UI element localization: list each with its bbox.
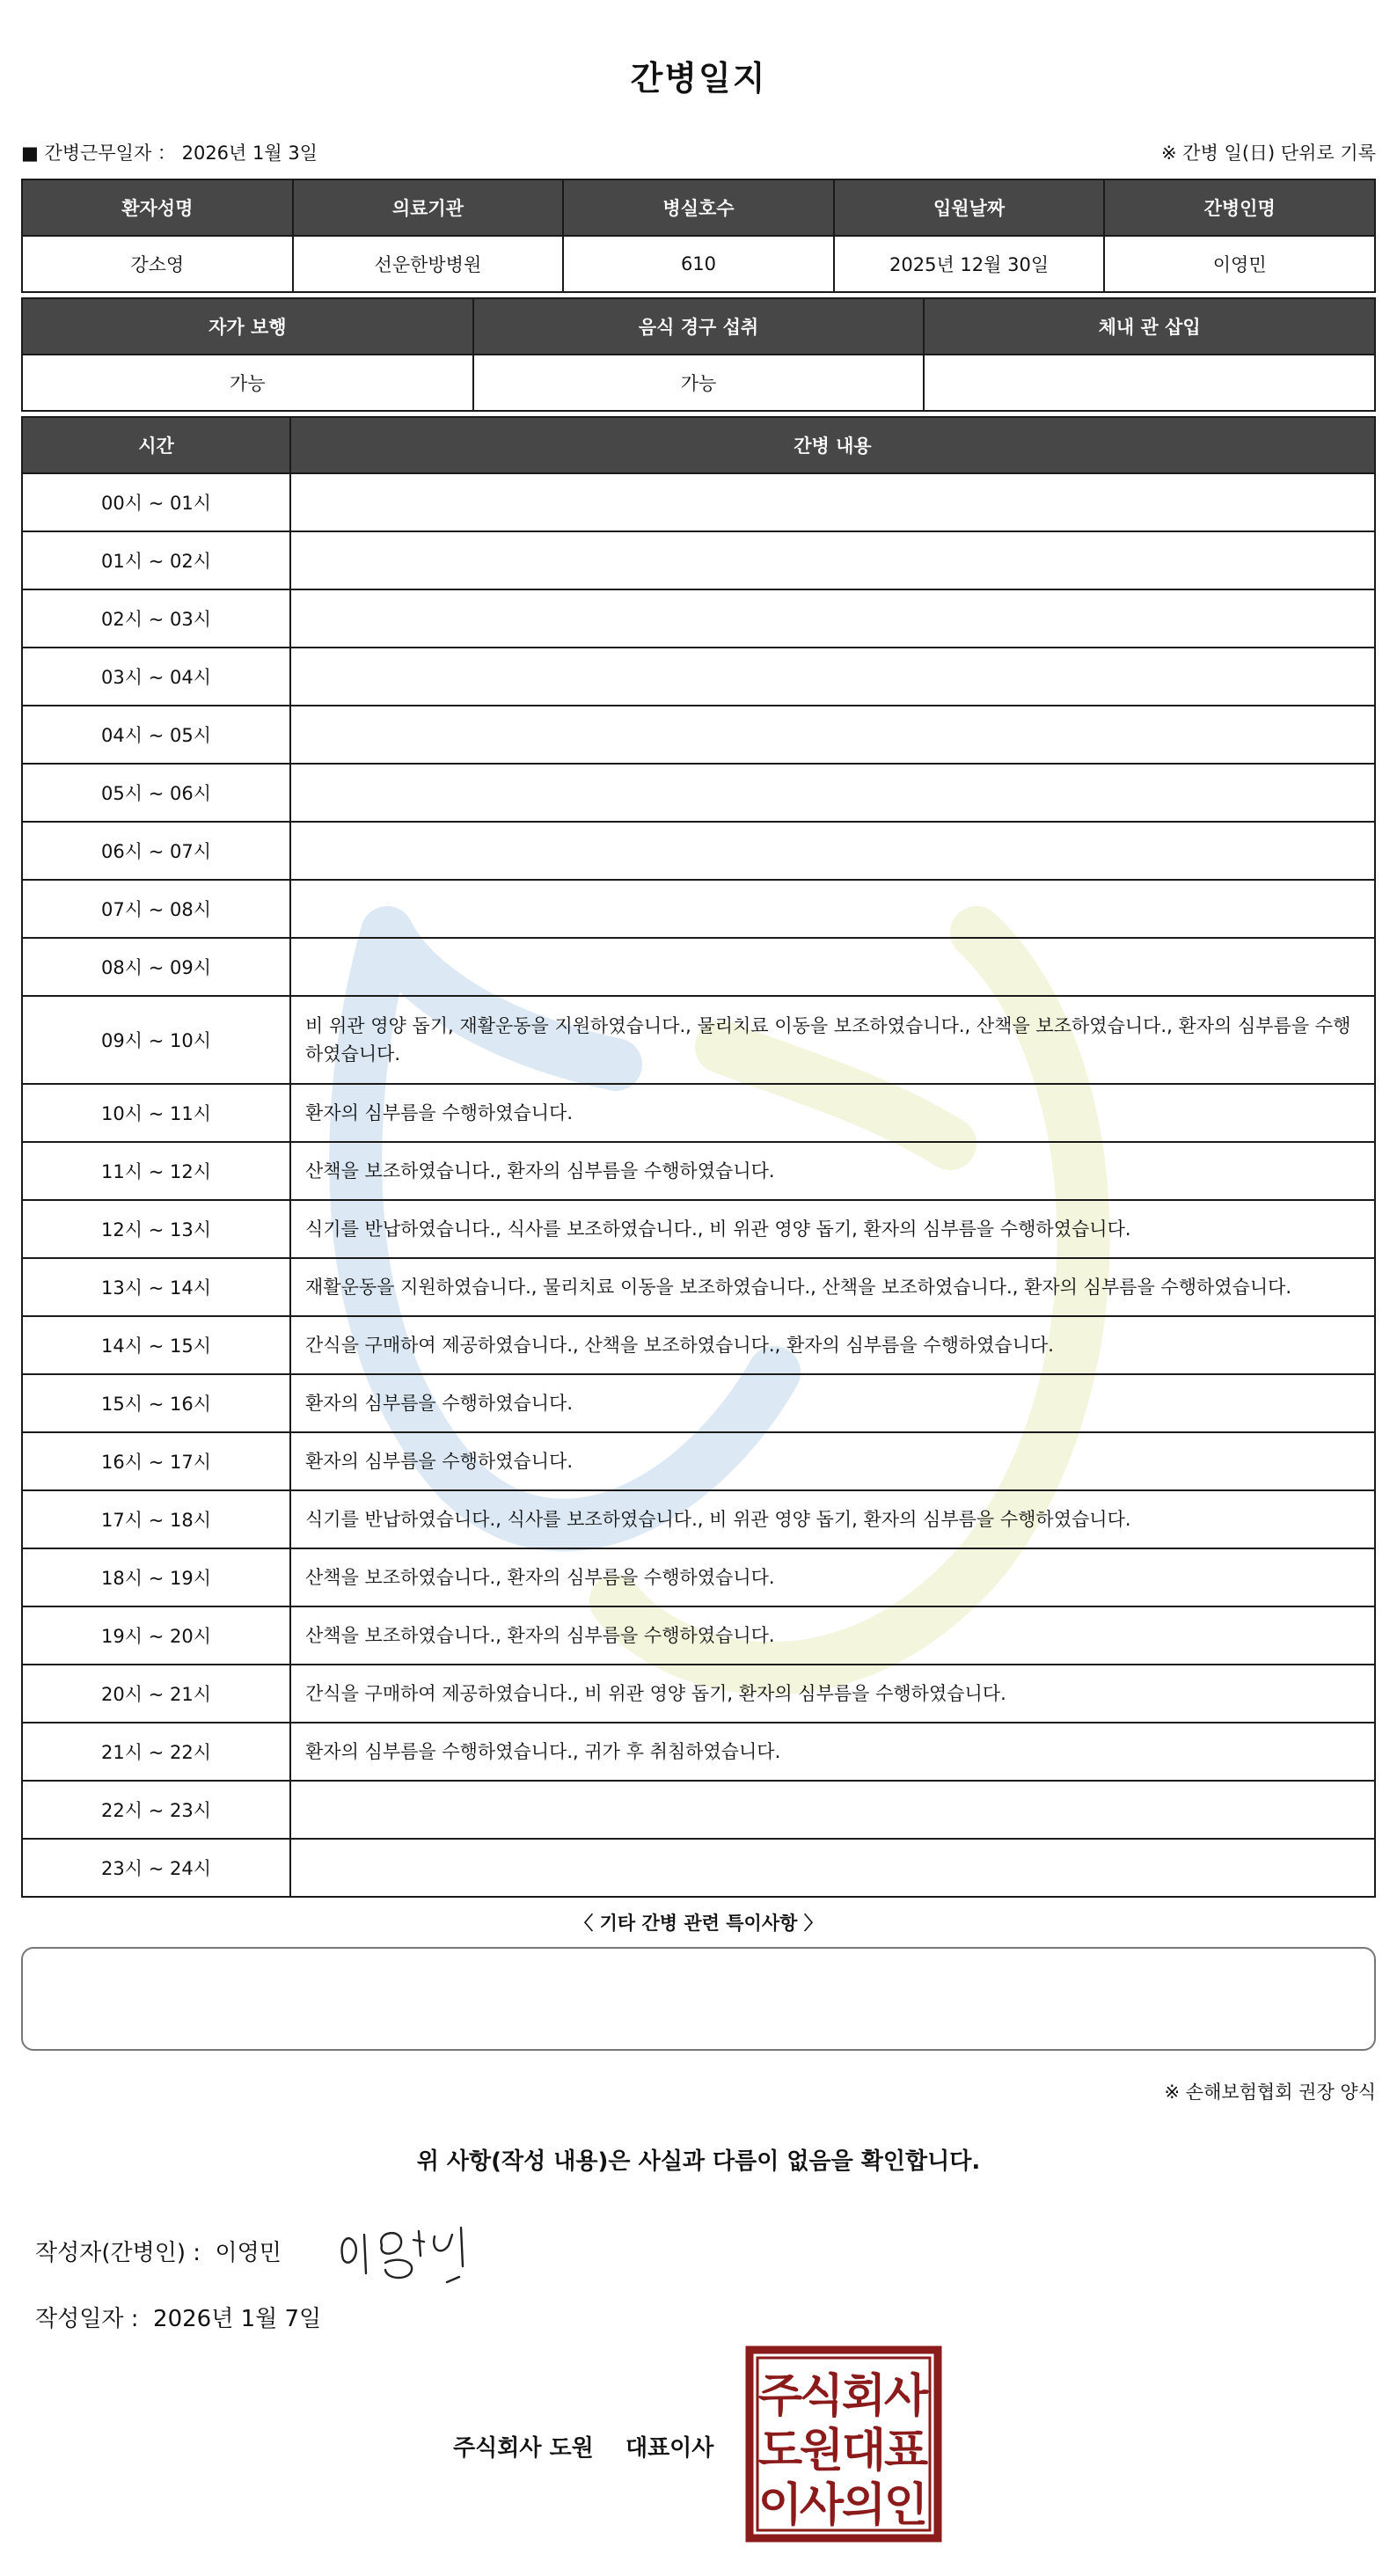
log-content — [290, 706, 1375, 764]
log-time: 21시 ~ 22시 — [22, 1723, 290, 1781]
write-date-value: 2026년 1월 7일 — [153, 2306, 322, 2332]
log-content: 간식을 구매하여 제공하였습니다., 비 위관 영양 돕기, 환자의 심부름을 수행하였습니다. — [290, 1665, 1375, 1723]
table-row — [22, 1258, 1375, 1316]
svg-text:대: 대 — [841, 2425, 887, 2477]
table-row — [22, 473, 1375, 531]
log-content: 비 위관 영양 돕기, 재활운동을 지원하였습니다., 물리치료 이동을 보조하였습니다., 산책을 보조하였습니다., 환자의 심부름을 수행하였습니다. — [290, 996, 1375, 1084]
log-time: 12시 ~ 13시 — [22, 1200, 290, 1258]
log-content: 간식을 구매하여 제공하였습니다., 산책을 보조하였습니다., 환자의 심부름을 수행하였습니다. — [290, 1316, 1375, 1374]
table-row — [22, 236, 1375, 292]
log-time: 22시 ~ 23시 — [22, 1781, 290, 1839]
log-content — [290, 938, 1375, 996]
table-row — [22, 880, 1375, 938]
log-time: 00시 ~ 01시 — [22, 473, 290, 531]
work-date-value: 2026년 1월 3일 — [181, 143, 318, 164]
table-row — [22, 706, 1375, 764]
confirm-statement: 위 사항(작성 내용)은 사실과 다름이 없음을 확인합니다. — [416, 2148, 981, 2175]
log-content — [290, 880, 1375, 938]
table-row — [22, 1490, 1375, 1548]
log-content: 식기를 반납하였습니다., 식사를 보조하였습니다., 비 위관 영양 돕기, 환자의 심부름을 수행하였습니다. — [290, 1200, 1375, 1258]
log-content — [290, 1781, 1375, 1839]
header-self-walking: 자가 보행 — [22, 298, 473, 355]
table-row — [22, 531, 1375, 589]
log-time: 05시 ~ 06시 — [22, 764, 290, 822]
log-time: 10시 ~ 11시 — [22, 1084, 290, 1142]
svg-text:사: 사 — [883, 2370, 929, 2423]
log-content: 산책을 보조하였습니다., 환자의 심부름을 수행하였습니다. — [290, 1548, 1375, 1606]
remarks-label: 〈 기타 간병 관련 특이사항 〉 — [574, 1913, 823, 1934]
table-row — [22, 648, 1375, 706]
table-row — [22, 1200, 1375, 1258]
table-row — [22, 355, 1375, 411]
svg-text:식: 식 — [799, 2370, 845, 2423]
tube-insertion — [924, 355, 1375, 411]
unit-note: ※ 간병 일(日) 단위로 기록 — [1161, 143, 1376, 164]
header-institution: 의료기관 — [293, 179, 564, 236]
header-tube-insertion: 체내 관 삽입 — [924, 298, 1375, 355]
write-date-label: 작성일자 : — [35, 2306, 154, 2332]
table-row — [22, 1084, 1375, 1142]
work-date — [21, 139, 318, 165]
svg-text:사: 사 — [799, 2479, 845, 2532]
care-log-table — [21, 416, 1376, 1898]
care-log-body — [22, 473, 1375, 1897]
patient-status-table — [21, 297, 1376, 412]
svg-text:표: 표 — [883, 2425, 929, 2477]
table-row — [22, 822, 1375, 880]
company-representative: 주식회사 도원 대표이사 — [453, 2435, 714, 2462]
log-time: 04시 ~ 05시 — [22, 706, 290, 764]
table-header-row — [22, 298, 1375, 355]
remarks-box — [21, 1947, 1376, 2051]
header-admission-date: 입원날짜 — [834, 179, 1105, 236]
header-patient-name: 환자성명 — [22, 179, 293, 236]
log-time: 13시 ~ 14시 — [22, 1258, 290, 1316]
log-time: 07시 ~ 08시 — [22, 880, 290, 938]
recommend-note: ※ 손해보험협회 권장 양식 — [1164, 2082, 1376, 2103]
table-row — [22, 996, 1375, 1084]
handwritten-signature — [333, 2215, 491, 2286]
svg-text:원: 원 — [799, 2425, 845, 2477]
log-time: 15시 ~ 16시 — [22, 1374, 290, 1432]
header-caregiver-name: 간병인명 — [1104, 179, 1375, 236]
svg-text:도: 도 — [757, 2425, 803, 2477]
table-row — [22, 1548, 1375, 1606]
log-time: 03시 ~ 04시 — [22, 648, 290, 706]
table-row — [22, 1316, 1375, 1374]
log-content — [290, 1839, 1375, 1897]
log-time: 17시 ~ 18시 — [22, 1490, 290, 1548]
log-time: 14시 ~ 15시 — [22, 1316, 290, 1374]
self-walking: 가능 — [22, 355, 473, 411]
write-date-line — [35, 2301, 321, 2333]
page-title: 간병일지 — [630, 59, 767, 98]
log-time: 16시 ~ 17시 — [22, 1432, 290, 1490]
header-room-number: 병실호수 — [563, 179, 834, 236]
writer-line — [35, 2235, 282, 2267]
log-time: 11시 ~ 12시 — [22, 1142, 290, 1200]
log-content: 산책을 보조하였습니다., 환자의 심부름을 수행하였습니다. — [290, 1606, 1375, 1665]
log-content — [290, 648, 1375, 706]
meta-row — [21, 139, 1376, 165]
log-time: 23시 ~ 24시 — [22, 1839, 290, 1897]
log-content — [290, 531, 1375, 589]
table-row — [22, 1781, 1375, 1839]
log-time: 09시 ~ 10시 — [22, 996, 290, 1084]
log-content — [290, 589, 1375, 648]
log-content: 환자의 심부름을 수행하였습니다. — [290, 1084, 1375, 1142]
svg-text:주: 주 — [757, 2370, 803, 2423]
institution: 선운한방병원 — [293, 236, 564, 292]
log-content — [290, 473, 1375, 531]
log-content: 재활운동을 지원하였습니다., 물리치료 이동을 보조하였습니다., 산책을 보조하였습니다., 환자의 심부름을 수행하였습니다. — [290, 1258, 1375, 1316]
writer-name: 이영민 — [215, 2240, 282, 2266]
patient-info-table — [21, 179, 1376, 293]
log-time: 19시 ~ 20시 — [22, 1606, 290, 1665]
log-content — [290, 764, 1375, 822]
caregiver-name: 이영민 — [1104, 236, 1375, 292]
log-content: 환자의 심부름을 수행하였습니다. — [290, 1374, 1375, 1432]
work-date-label: ■ 간병근무일자 ： — [21, 143, 182, 164]
table-row — [22, 1839, 1375, 1897]
log-time: 20시 ~ 21시 — [22, 1665, 290, 1723]
header-time: 시간 — [22, 417, 290, 473]
writer-label: 작성자(간병인) : — [35, 2240, 216, 2266]
log-time: 08시 ~ 09시 — [22, 938, 290, 996]
log-time: 01시 ~ 02시 — [22, 531, 290, 589]
table-row — [22, 1723, 1375, 1781]
log-time: 06시 ~ 07시 — [22, 822, 290, 880]
table-row — [22, 1606, 1375, 1665]
company-seal-stamp — [744, 2345, 943, 2543]
svg-text:인: 인 — [883, 2479, 929, 2532]
log-content — [290, 822, 1375, 880]
table-row — [22, 938, 1375, 996]
log-content: 식기를 반납하였습니다., 식사를 보조하였습니다., 비 위관 영양 돕기, 환자의 심부름을 수행하였습니다. — [290, 1490, 1375, 1548]
table-row — [22, 1142, 1375, 1200]
header-oral-intake: 음식 경구 섭취 — [473, 298, 925, 355]
svg-text:의: 의 — [841, 2479, 887, 2532]
table-header-row — [22, 179, 1375, 236]
log-content: 환자의 심부름을 수행하였습니다. — [290, 1432, 1375, 1490]
table-row — [22, 1374, 1375, 1432]
oral-intake: 가능 — [473, 355, 925, 411]
log-content: 환자의 심부름을 수행하였습니다., 귀가 후 취침하였습니다. — [290, 1723, 1375, 1781]
svg-text:이: 이 — [757, 2479, 803, 2532]
header-care-content: 간병 내용 — [290, 417, 1375, 473]
room-number: 610 — [563, 236, 834, 292]
table-row — [22, 1665, 1375, 1723]
admission-date: 2025년 12월 30일 — [834, 236, 1105, 292]
table-row — [22, 1432, 1375, 1490]
table-row — [22, 589, 1375, 648]
patient-name: 강소영 — [22, 236, 293, 292]
log-content: 산책을 보조하였습니다., 환자의 심부름을 수행하였습니다. — [290, 1142, 1375, 1200]
table-header-row — [22, 417, 1375, 473]
log-time: 02시 ~ 03시 — [22, 589, 290, 648]
log-time: 18시 ~ 19시 — [22, 1548, 290, 1606]
svg-text:회: 회 — [841, 2370, 887, 2423]
table-row — [22, 764, 1375, 822]
